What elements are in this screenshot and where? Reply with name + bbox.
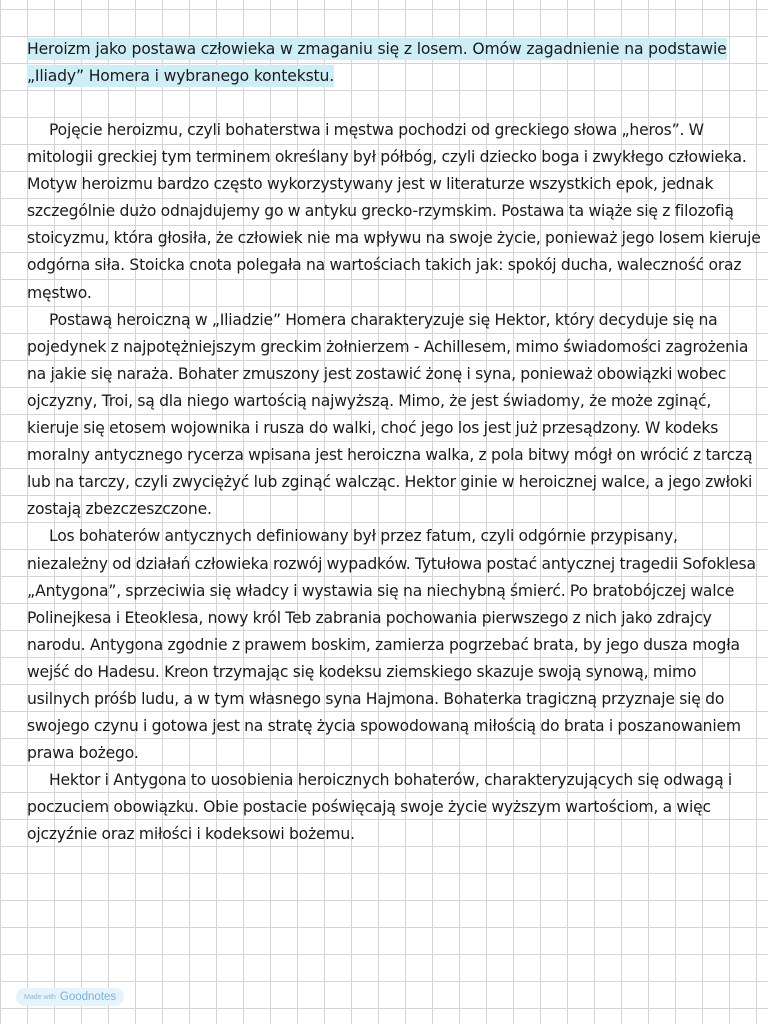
paragraph-iliad-hector: Postawą heroiczną w „Iliadzie” Homera charakteryzuje się Hektor, który decyduje się na pojedynek z najpotężniejszym greckim żołnierzem - Achillesem, mimo świadomości zagrożenia na jakie się naraża. Bohater zmuszony jest zostawić żonę i syna, ponieważ obowiązki wobec ojczyzny, Troi, są dla niego wartością najwyższą. Mimo, że jest świadomy, że może zginąć, kieruje się etosem wojownika i rusza do walki, choć jego los jest już przesądzony. W kodeks moralny antycznego rycerza wpisana jest heroiczna walka, z pola bitwy mógł on wrócić z tarczą lub na tarczy, czyli zwyciężyć lub zginąć walcząc. Hektor ginie w heroicznej walce, a jego zwłoki zostają zbezczeszczone. — [27, 310, 753, 519]
paragraph-antigone: Los bohaterów antycznych definiowany był przez fatum, czyli odgórnie przypisany, niezależny od działań człowieka rozwój wypadków. Tytułowa postać antycznej tragedii Sofoklesa „Antygona”, sprzeciwia się władcy i wystawia się na niechybną śmierć. Po bratobójczej walce Polinejkesa i Eteoklesa, nowy król Teb zabrania pochowania pierwszego z nich jako zdrajcy narodu. Antygona zgodnie z prawem boskim, zamierza pogrzebać brata, by jego dusza mogła wejść do Hadesu. Kreon trzymając się kodeksu ziemskiego skazuje swoją synową, mimo usilnych próśb ludu, a w tym własnego syna Hajmona. Bohaterka tragiczną przyznaje się do swojego czynu i gotowa jest na stratę życia spowodowaną miłością do brata i poszanowaniem prawa bożego. — [27, 527, 756, 763]
watermark-brand: Goodnotes — [59, 991, 117, 1003]
paragraph-intro: Pojęcie heroizmu, czyli bohaterstwa i męstwa pochodzi od greckiego słowa „heros”. W mitologii greckiej tym terminem określany był półbóg, czyli dziecko boga i zwykłego człowieka. Motyw heroizmu bardzo często wykorzystywany jest w literaturze wszystkich epok, jednak szczególnie dużo odnajdujemy go w antyku grecko-rzymskim. Postawa ta wiąże się z filozofią stoicyzmu, która głosiła, że człowiek nie ma wpływu na swoje życie, ponieważ jego losem kieruje odgórna siła. Stoicka cnota polegała na wartościach takich jak: spokój ducha, waleczność oraz męstwo. — [27, 121, 761, 302]
goodnotes-watermark — [16, 988, 124, 1006]
essay-topic — [27, 36, 762, 90]
paragraph-conclusion: Hektor i Antygona to uosobienia heroicznych bohaterów, charakteryzujących się odwagą i poczuciem obowiązku. Obie postacie poświęcają swoje życie wyższym wartościom, a więc ojczyźnie oraz miłości i kodeksowi bożemu. — [27, 771, 733, 844]
topic-highlight: Heroizm jako postawa człowieka w zmaganiu się z losem. Omów zagadnienie na podstawie „Iliady” Homera i wybranego kontekstu. — [27, 40, 727, 85]
note-page — [27, 36, 762, 849]
watermark-prefix: Made with — [24, 993, 56, 1001]
